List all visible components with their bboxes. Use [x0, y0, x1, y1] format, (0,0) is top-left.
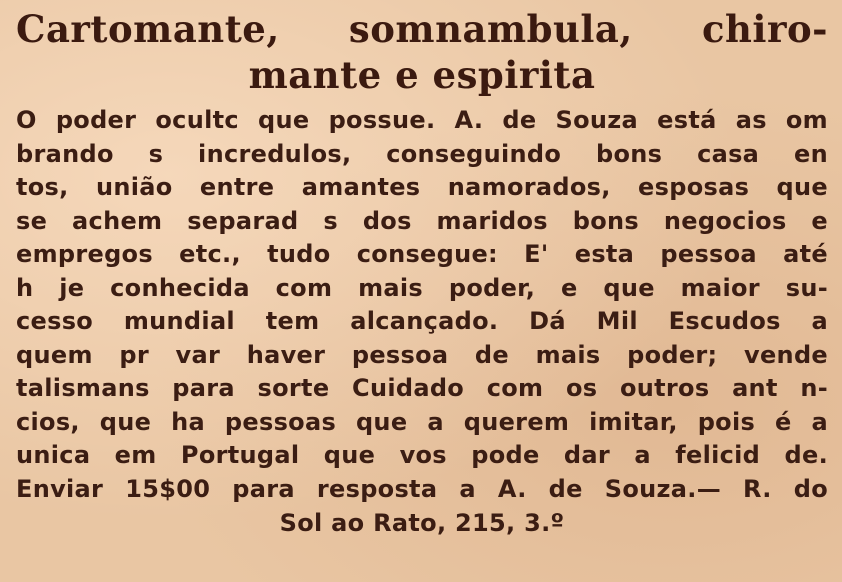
body-line: h je conhecida com mais poder, e que maior su- — [16, 273, 828, 302]
body-line: talismans para sorte Cuidado com os outros ant n- — [16, 374, 828, 402]
body-line: Enviar 15$00 para resposta a A. de Souza.— R. do — [16, 474, 828, 503]
body-line: empregos etc., tudo consegue: E' esta pessoa até — [16, 240, 828, 268]
body-line: unica em Portugal que vos pode dar a felicid de. — [16, 441, 828, 469]
body-line: se achem separad s dos maridos bons negocios e — [16, 206, 828, 235]
body-line: quem pr var haver pessoa de mais poder; vende — [16, 340, 828, 369]
body-line: cios, que ha pessoas que a querem imitar, pois é a — [16, 407, 828, 436]
body-line: O poder ocultc que possue. A. de Souza está as om — [16, 106, 828, 134]
body-line: tos, união entre amantes namorados, esposas que — [16, 173, 828, 201]
address-line: Sol ao Rato, 215, 3.º — [279, 509, 565, 537]
headline-line-2: mante e espirita — [248, 53, 596, 97]
body-line: brando s incredulos, conseguindo bons casa en — [16, 139, 828, 168]
ad-body-text — [16, 104, 828, 541]
headline-line-1: Cartomante, somnambula, chiro- — [16, 7, 828, 51]
body-line: cesso mundial tem alcançado. Dá Mil Escudos a — [16, 307, 828, 335]
